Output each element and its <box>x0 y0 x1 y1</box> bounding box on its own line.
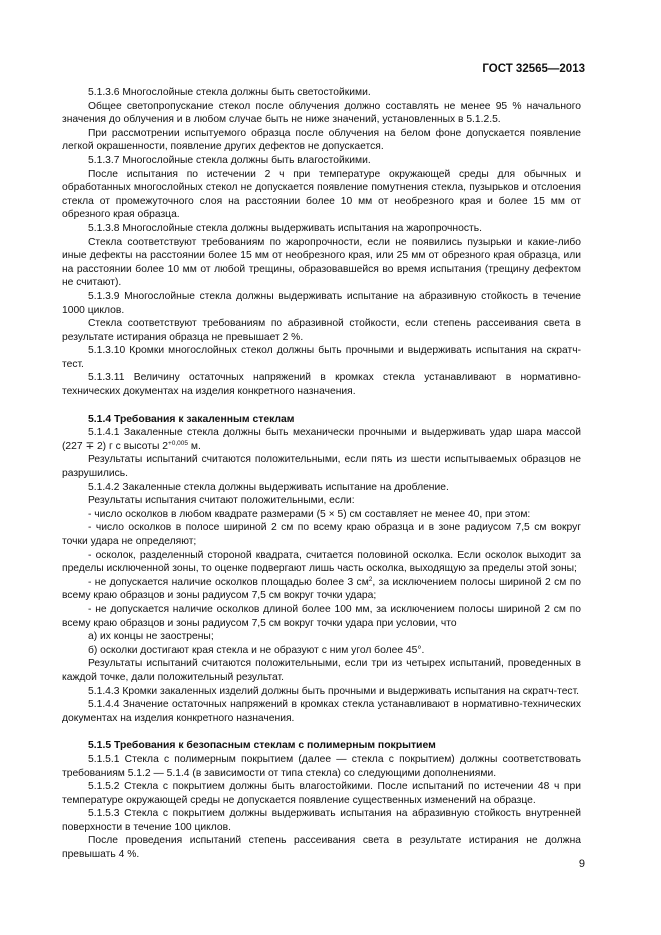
text: , за исключением полосы шириной 2 см по всему краю образцов и зоны радиусом 7,5 см вокруг точки удара; <box>62 576 581 602</box>
paragraph: Стекла соответствуют требованиям по абразивной стойкости, если степень рассеивания света в результате истирания образца не превышает 2 %. <box>62 318 581 343</box>
text: - не допускается наличие осколков площадью более 3 см <box>88 576 369 588</box>
paragraph: 5.1.3.10 Кромки многослойных стекол должны быть прочными и выдерживать испытания на скратч-тест. <box>62 345 581 370</box>
superscript: +0,005 <box>167 439 189 447</box>
paragraph: 5.1.4.4 Значение остаточных напряжений в кромках стекла устанавливают в нормативно-технических документах на изделия конкретного назначения. <box>62 699 581 724</box>
paragraph: б) осколки достигают края стекла и не образуют с ним угол более 45°. <box>88 644 425 656</box>
paragraph: 5.1.4.2 Закаленные стекла должны выдерживать испытание на дробление. <box>88 481 449 493</box>
paragraph: При рассмотрении испытуемого образца после облучения на белом фоне допускается появление легкой окрашенности, появление других дефектов не допускается. <box>62 127 581 153</box>
paragraph: а) их концы не заострены; <box>88 631 214 643</box>
section-5-1-4-a <box>62 453 581 575</box>
paragraph: - не допускается наличие осколков длиной более 100 мм, за исключением полосы шириной 2 см по всему краю образцов и зоны радиусом 7,5 см вокруг точки удара при условии, что <box>62 603 581 629</box>
paragraph: 5.1.5.3 Стекла с покрытием должны выдерживать испытания на абразивную стойкость внутренней поверхности в течение 100 циклов. <box>62 808 581 833</box>
paragraph: 5.1.4.3 Кромки закаленных изделий должны быть прочными и выдерживать испытания на скратч-тест. <box>88 685 580 697</box>
paragraph: - число осколков в любом квадрате размерами (5 × 5) см составляет не менее 40, при этом: <box>88 508 531 520</box>
paragraph: Результаты испытаний считаются положительными, если пять из шести испытываемых образцов не разрушились. <box>62 454 581 480</box>
text: 5.1.4.1 Закаленные стекла должны быть механически прочными и выдерживать удар шара массой (227 ∓ 2) г с высоты 2 <box>62 427 581 452</box>
section-5-1-5 <box>62 753 581 862</box>
paragraph: - число осколков в полосе шириной 2 см по всему краю образца и в зоне радиусом 7,5 см вокруг точки удара не определяют; <box>62 522 581 547</box>
document-code: ГОСТ 32565—2013 <box>482 63 585 75</box>
superscript: 2 <box>368 575 373 583</box>
paragraph: Общее светопропускание стекол после облучения должно составлять не менее 95 % начального значения до облучения и в любом случае быть не ниже значений, установленных в 5.1.2.5. <box>62 100 581 126</box>
paragraph: 5.1.3.7 Многослойные стекла должны быть влагостойкими. <box>88 154 371 166</box>
heading-5-1-5: 5.1.5 Требования к безопасным стеклам с полимерным покрытием <box>88 740 436 752</box>
paragraph <box>62 426 581 453</box>
paragraph: 5.1.3.9 Многослойные стекла должны выдерживать испытание на абразивную стойкость в течение 1000 циклов. <box>62 290 581 316</box>
document-body <box>62 86 581 862</box>
paragraph: Результаты испытания считают положительными, если: <box>88 495 355 507</box>
paragraph <box>62 576 581 603</box>
heading-5-1-4: 5.1.4 Требования к закаленным стеклам <box>88 413 295 425</box>
section-5-1-3 <box>62 86 581 399</box>
text: м. <box>188 440 201 452</box>
paragraph: Стекла соответствуют требованиям по жаропрочности, если не появились пузырьки и какие-либо иные дефекты на расстоянии более 15 мм от необрезного края, или 25 мм от обрезного края образца, или на расстоянии более 10 мм от любой трещины, образовавшейся во время испытания (трещину дефектом не считают). <box>62 236 581 289</box>
paragraph: 5.1.3.6 Многослойные стекла должны быть светостойкими. <box>88 87 371 98</box>
paragraph: После проведения испытаний степень рассеивания света в результате истирания не должна превышать 4 %. <box>62 835 581 861</box>
paragraph: - осколок, разделенный стороной квадрата, считается половиной осколка. Если осколок выходит за пределы исключенной зоны, то оценке подвергают лишь часть осколка, выходящую за пределы этой зоны; <box>62 549 581 575</box>
section-5-1-4-b <box>62 603 581 725</box>
paragraph: 5.1.3.11 Величину остаточных напряжений в кромках стекла устанавливают в нормативно-технических документах на изделия конкретного назначения. <box>62 372 581 398</box>
paragraph: 5.1.5.1 Стекла с полимерным покрытием (далее — стекла с покрытием) должны соответствовать требованиям 5.1.2 — 5.1.4 (в зависимости от типа стекла) со следующими дополнениями. <box>62 753 581 779</box>
page-number: 9 <box>578 858 585 870</box>
paragraph: Результаты испытаний считаются положительными, если три из четырех испытаний, проведенных в каждой точке, дали положительный результат. <box>62 658 581 683</box>
paragraph: 5.1.3.8 Многослойные стекла должны выдерживать испытания на жаропрочность. <box>88 222 482 234</box>
paragraph: После испытания по истечении 2 ч при температуре окружающей среды для обычных и обработанных многослойных стекол не допускается появление помутнения стекла, пузырьков и отслоения стекла от промежуточного слоя на расстоянии более 10 мм от необрезного края и более 15 мм от обрезного края образца. <box>62 168 581 221</box>
paragraph: 5.1.5.2 Стекла с покрытием должны быть влагостойкими. После испытаний по истечении 48 ч при температуре окружающей среды не допускается появление существенных изменений на образце. <box>62 781 581 806</box>
